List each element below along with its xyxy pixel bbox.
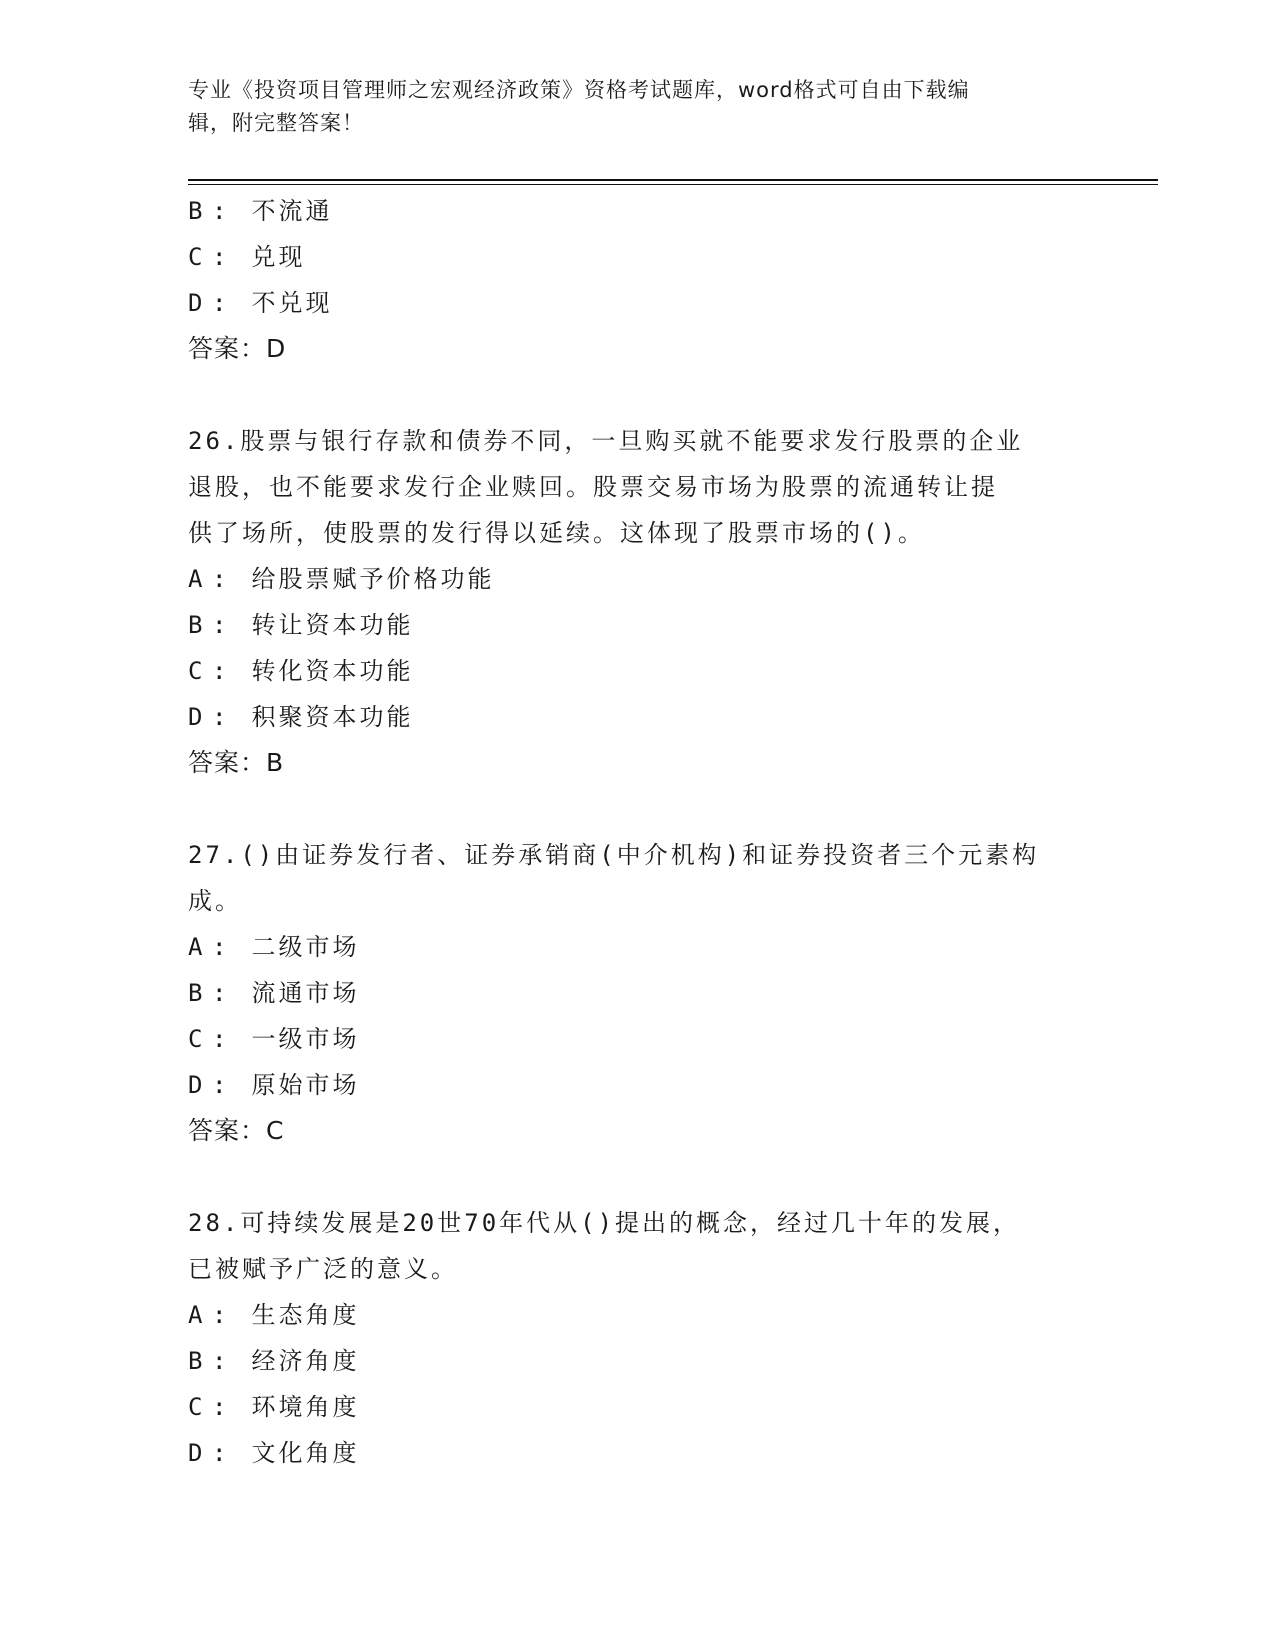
option-a: A : 生态角度 bbox=[188, 1301, 360, 1329]
question-stem bbox=[188, 1200, 1088, 1292]
option-d: D : 原始市场 bbox=[188, 1071, 360, 1099]
question-stem bbox=[188, 832, 1088, 924]
option-text: 文化角度 bbox=[251, 1439, 360, 1467]
option-text: 二级市场 bbox=[251, 933, 360, 961]
stem-line: 27.()由证券发行者、证券承销商(中介机构)和证券投资者三个元素构 bbox=[188, 841, 1040, 869]
option-text: 环境角度 bbox=[251, 1393, 360, 1421]
option-text: 一级市场 bbox=[251, 1025, 360, 1053]
stem-line: 供了场所，使股票的发行得以延续。这体现了股票市场的()。 bbox=[188, 519, 925, 547]
header-line-2: 辑，附完整答案！ bbox=[188, 111, 364, 135]
answer-line: 答案：D bbox=[188, 334, 287, 363]
option-text: 不兑现 bbox=[251, 289, 333, 317]
stem-line: 退股，也不能要求发行企业赎回。股票交易市场为股票的流通转让提 bbox=[188, 473, 998, 501]
option-text: 不流通 bbox=[251, 197, 333, 225]
question-27 bbox=[188, 832, 1088, 1154]
question-26 bbox=[188, 418, 1088, 786]
option-d: D : 积聚资本功能 bbox=[188, 703, 414, 731]
option-text: 积聚资本功能 bbox=[251, 703, 414, 731]
option-d: D : 文化角度 bbox=[188, 1439, 360, 1467]
stem-line: 28.可持续发展是20世70年代从()提出的概念，经过几十年的发展， bbox=[188, 1209, 1021, 1237]
option-text: 给股票赋予价格功能 bbox=[251, 565, 495, 593]
option-text: 转化资本功能 bbox=[251, 657, 414, 685]
option-text: 转让资本功能 bbox=[251, 611, 414, 639]
option-c: C : 转化资本功能 bbox=[188, 657, 414, 685]
option-c: C : 环境角度 bbox=[188, 1393, 360, 1421]
stem-line: 成。 bbox=[188, 887, 242, 915]
answer-line: 答案：C bbox=[188, 1116, 285, 1145]
question-stem bbox=[188, 418, 1088, 556]
header-line-1: 专业《投资项目管理师之宏观经济政策》资格考试题库，word格式可自由下载编 bbox=[188, 78, 970, 102]
stem-line: 已被赋予广泛的意义。 bbox=[188, 1255, 458, 1283]
option-text: 原始市场 bbox=[251, 1071, 360, 1099]
option-a: A : 给股票赋予价格功能 bbox=[188, 565, 495, 593]
option-b: B : 不流通 bbox=[188, 197, 333, 225]
stem-line: 26.股票与银行存款和债券不同，一旦购买就不能要求发行股票的企业 bbox=[188, 427, 1024, 455]
option-a: A : 二级市场 bbox=[188, 933, 360, 961]
option-text: 兑现 bbox=[251, 243, 306, 271]
option-text: 经济角度 bbox=[251, 1347, 360, 1375]
option-b: B : 转让资本功能 bbox=[188, 611, 414, 639]
question-list bbox=[188, 188, 1088, 1476]
question-28 bbox=[188, 1200, 1088, 1476]
option-d: D : 不兑现 bbox=[188, 289, 333, 317]
answer-line: 答案：B bbox=[188, 748, 285, 777]
option-text: 流通市场 bbox=[251, 979, 360, 1007]
option-b: B : 流通市场 bbox=[188, 979, 360, 1007]
option-c: C : 兑现 bbox=[188, 243, 306, 271]
header-divider-thin bbox=[188, 184, 1158, 185]
document-header bbox=[188, 74, 1068, 140]
option-text: 生态角度 bbox=[251, 1301, 360, 1329]
question-25-continued bbox=[188, 188, 1088, 372]
header-divider-thick bbox=[188, 179, 1158, 181]
option-c: C : 一级市场 bbox=[188, 1025, 360, 1053]
option-b: B : 经济角度 bbox=[188, 1347, 360, 1375]
